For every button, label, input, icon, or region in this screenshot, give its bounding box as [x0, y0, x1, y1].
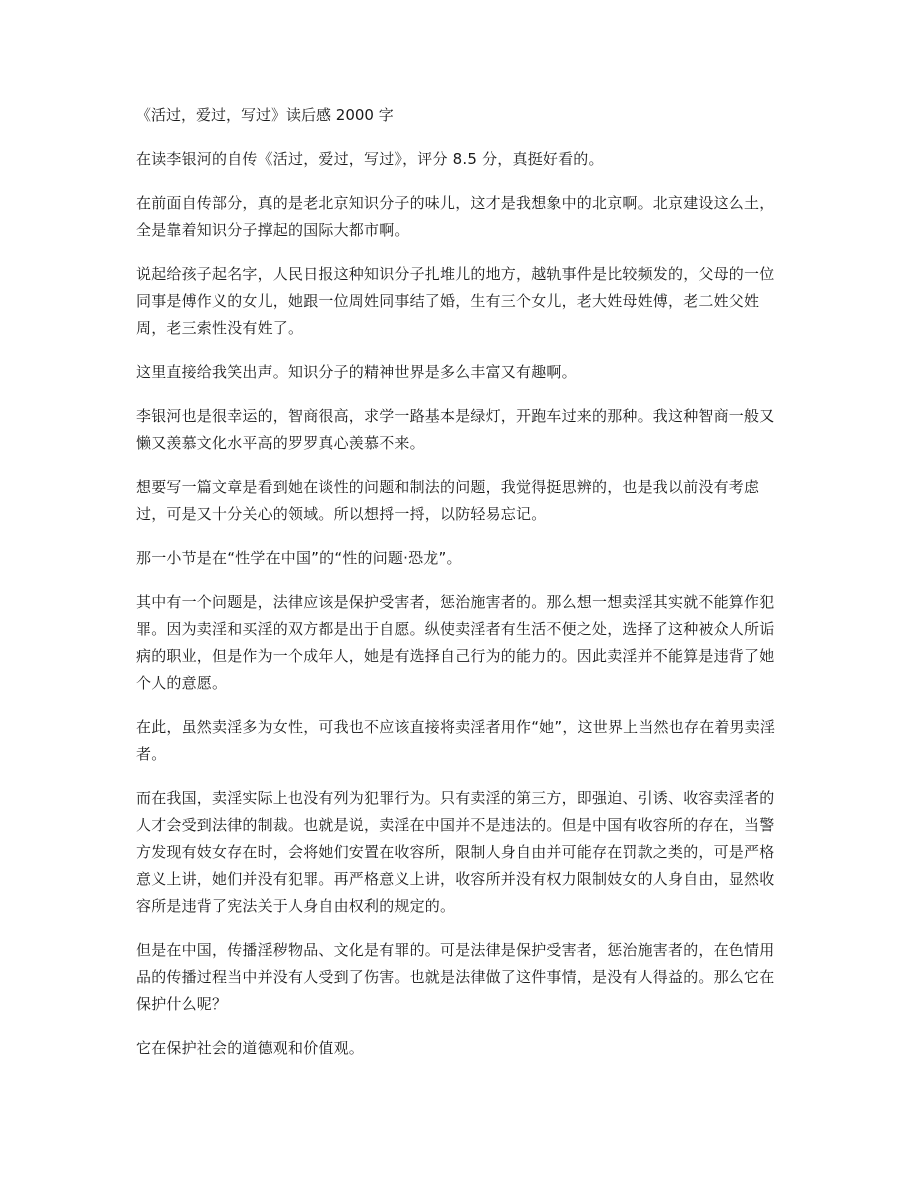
paragraph: 其中有一个问题是，法律应该是保护受害者，惩治施害者的。那么想一想卖淫其实就不能算作犯罪。因为卖淫和买淫的双方都是出于自愿。纵使卖淫者有生活不便之处，选择了这种被众人所诟病的职业，但是作为一个成年人，她是有选择自己行为的能力的。因此卖淫并不能算是违背了她个人的意愿。 [136, 593, 775, 692]
paragraph: 在前面自传部分，真的是老北京知识分子的味儿，这才是我想象中的北京啊。北京建设这么土，全是靠着知识分子撑起的国际大都市啊。 [136, 194, 775, 239]
paragraph: 这里直接给我笑出声。知识分子的精神世界是多么丰富又有趣啊。 [136, 363, 577, 381]
paragraph: 李银河也是很幸运的，智商很高，求学一路基本是绿灯，开跑车过来的那种。我这种智商一般又懒又羡慕文化水平高的罗罗真心羡慕不来。 [136, 407, 775, 452]
paragraph: 想要写一篇文章是看到她在谈性的问题和制法的问题，我觉得挺思辨的，也是我以前没有考虑过，可是又十分关心的领域。所以想捋一捋，以防轻易忘记。 [136, 478, 760, 523]
paragraph: 说起给孩子起名字，人民日报这种知识分子扎堆儿的地方，越轨事件是比较频发的，父母的一位同事是傅作义的女儿，她跟一位周姓同事结了婚，生有三个女儿，老大姓母姓傅，老二姓父姓周，老三索性没有姓了。 [136, 265, 775, 337]
paragraph: 那一小节是在“性学在中国”的“性的问题·恐龙”。 [136, 549, 462, 567]
paragraph: 它在保护社会的道德观和价值观。 [136, 1039, 365, 1057]
document-title: 《活过，爱过，写过》读后感 2000 字 [136, 106, 394, 124]
paragraph: 而在我国，卖淫实际上也没有列为犯罪行为。只有卖淫的第三方，即强迫、引诱、收容卖淫者的人才会受到法律的制裁。也就是说，卖淫在中国并不是违法的。但是中国有收容所的存在，当警方发现有妓女存在时，会将她们安置在收容所，限制人身自由并可能存在罚款之类的，可是严格意义上讲，她们并没有犯罪。再严格意义上讲，收容所并没有权力限制妓女的人身自由，显然收容所是违背了宪法关于人身自由权利的规定的。 [136, 789, 775, 915]
paragraph: 但是在中国，传播淫秽物品、文化是有罪的。可是法律是保护受害者，惩治施害者的，在色情用品的传播过程当中并没有人受到了伤害。也就是法律做了这件事情，是没有人得益的。那么它在保护什么呢？ [136, 941, 775, 1013]
document-page [136, 102, 786, 1079]
paragraph: 在读李银河的自传《活过，爱过，写过》，评分 8.5 分，真挺好看的。 [136, 150, 604, 168]
paragraph: 在此，虽然卖淫多为女性，可我也不应该直接将卖淫者用作“她”，这世界上当然也存在着男卖淫者。 [136, 718, 776, 763]
